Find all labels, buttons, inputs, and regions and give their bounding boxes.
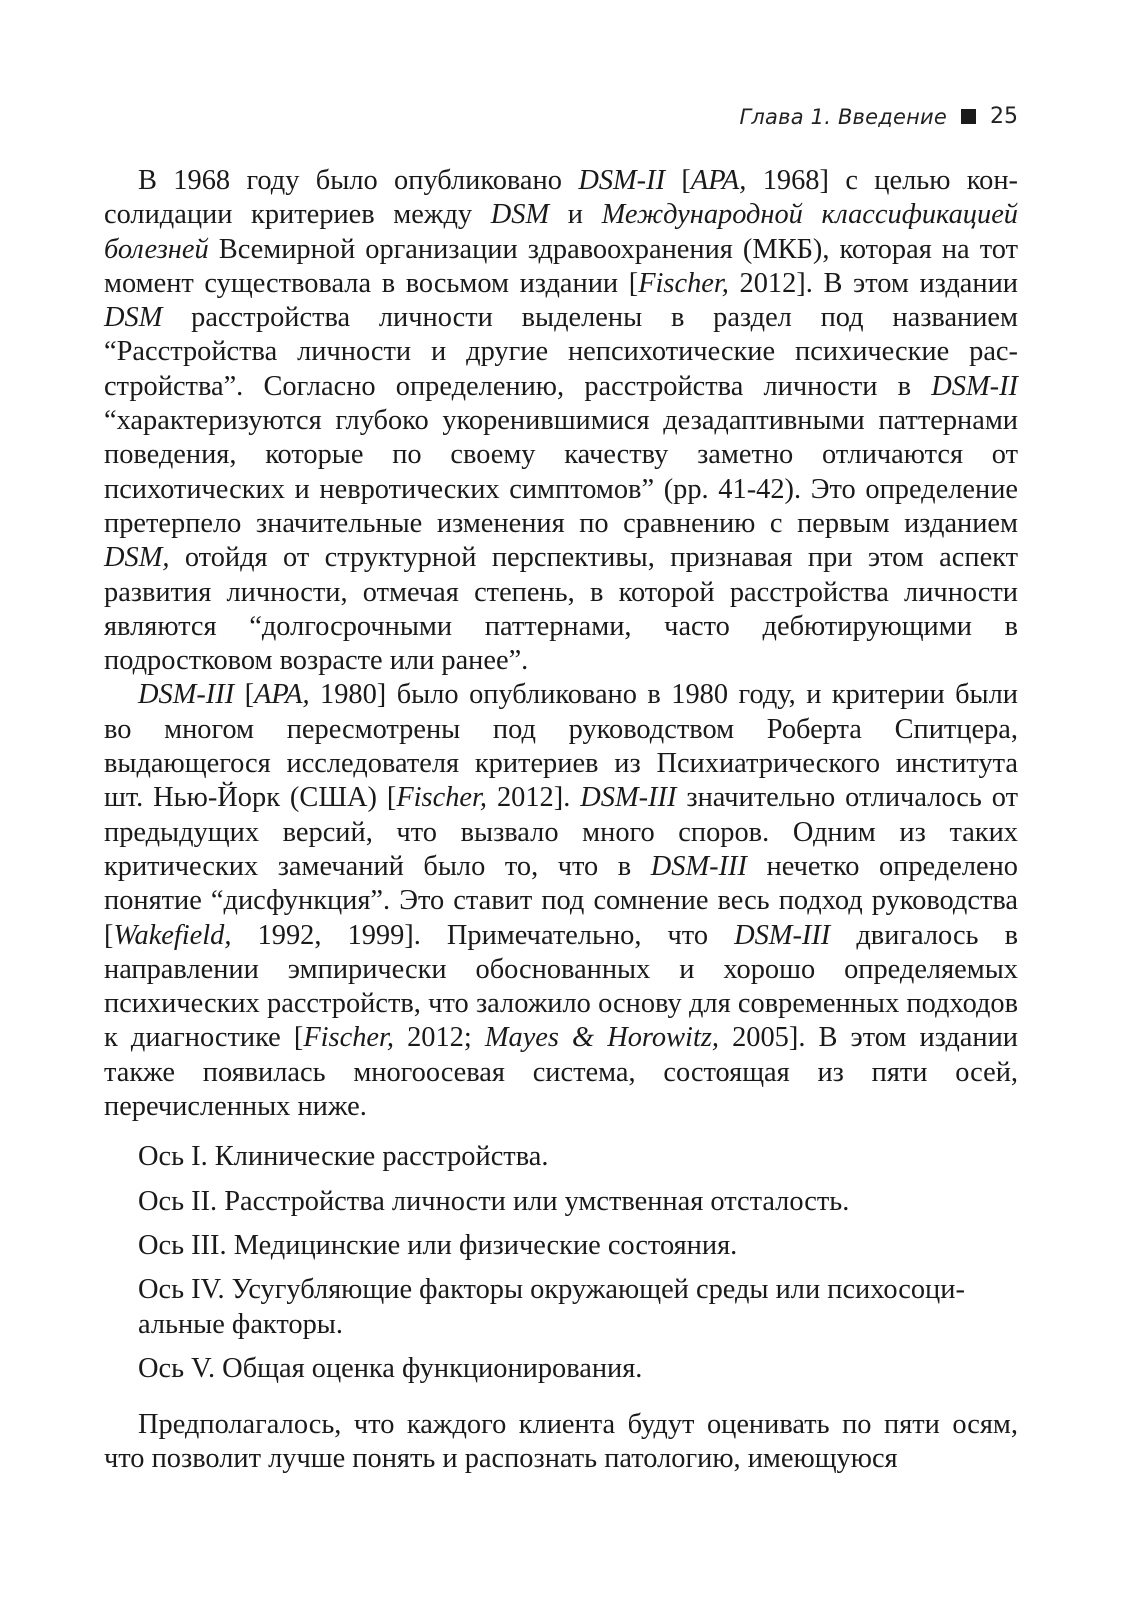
italic-run: DSM <box>490 199 550 231</box>
italic-run: Wakefield, <box>113 919 232 951</box>
paragraph-assessment: Предполагалось, что каждого клиента будут оценивать по пяти осям, что позволит лучше понять и распознать патологию, имеющуюся <box>104 1409 1018 1475</box>
italic-run: Fischer, <box>303 1022 394 1054</box>
italic-run: APA, <box>690 165 747 196</box>
text-run: [ <box>234 679 255 711</box>
body-text <box>104 164 1018 1477</box>
axis-item: Ось III. Медицинские или физические состояния. <box>138 1229 738 1261</box>
italic-run: Mayes & Horowitz, <box>484 1022 719 1054</box>
italic-run: Fischer, <box>638 267 729 299</box>
text-run: 1992, 1999]. Примечательно, что <box>231 919 735 951</box>
italic-run: DSM-III <box>138 679 235 711</box>
text-run: 2012]. В этом издании <box>728 267 1018 299</box>
italic-run: DSM-III <box>580 782 677 814</box>
italic-run: DSM <box>104 302 163 334</box>
text-run: отойдя от структурной перспективы, признавая при этом аспект развития личности, отмечая степень, в которой расстройства личности являются “долгосрочными паттернами, часто дебютирующими в подростковом возрасте или ранее”. <box>104 542 1018 677</box>
text-run: Всемирной организации здравоохранения (МКБ), которая на тот момент существовала в восьмом издании [ <box>104 233 1018 299</box>
axis-item: Ось V. Общая оценка функционирования. <box>138 1352 643 1384</box>
paragraph-dsm-iii <box>104 678 1018 1124</box>
square-bullet-icon <box>961 109 976 124</box>
text-run: 1980] было опубликовано в 1980 году, и критерии были во многом пересмотрены под руководством Роберта Спитцера, выдающегося исследователя критериев из Психиатрического института шт. Нью-Йорк (США) [ <box>104 679 1018 814</box>
text-run: значительно отличалось от предыдущих версий, что вызвало много споров. Одним из таких критических замечаний было то, что в <box>104 782 1018 882</box>
text-run: 2012; <box>394 1022 485 1054</box>
italic-run: APA, <box>254 679 310 711</box>
paragraph-dsm-ii <box>104 164 1018 678</box>
book-page <box>104 0 1018 1600</box>
text-run: В 1968 году было опубликовано <box>138 165 579 196</box>
text-run: расстройства личности выделены в раздел под названием “Расстройства личности и другие непсихотические психические расстройства”. Согласно определению, расстройства личности в <box>104 302 1018 402</box>
italic-run: DSM-III <box>650 850 747 882</box>
axis-item: Ось IV. Усугубляющие факторы окружающей среды или психосоциальные факторы. <box>138 1274 965 1340</box>
text-run: двигалось в направлении эмпирически обоснованных и хорошо определяемых психических расстройств, что заложило основу для современных подходов к диагностике [ <box>104 919 1018 1054</box>
italic-run: Fischer, <box>396 782 488 814</box>
text-run: [ <box>665 165 691 196</box>
italic-run: DSM-III <box>734 919 831 951</box>
italic-run: DSM-II <box>931 370 1018 402</box>
text-run: нечетко определено понятие “дисфункция”. Это ставит под сомнение весь подход руководства [ <box>104 850 1018 951</box>
text-run: 2012]. <box>487 782 581 814</box>
running-head <box>740 104 1018 129</box>
axis-item: Ось I. Клинические расстройства. <box>138 1141 549 1173</box>
text-run: и <box>549 199 602 231</box>
axis-list <box>104 1140 1018 1386</box>
axis-item: Ось II. Расстройства личности или умственная отсталость. <box>138 1185 850 1217</box>
text-run: “характеризуются глубоко укоренившимися дезадаптивными паттернами поведения, которые по своему качеству заметно отличаются от психотических и невротических симптомов” (pp. 41-42). Это определение претерпело значительные изменения по сравнению с первым изданием <box>104 405 1018 539</box>
italic-run: Международной классификацией болезней <box>104 199 1018 265</box>
italic-run: DSM, <box>104 542 170 574</box>
text-run: 1968] с целью консолидации критериев между <box>104 165 1019 231</box>
chapter-title: Глава 1. Введение <box>739 104 947 129</box>
text-run: 2005]. В этом издании также появилась многоосевая система, состоящая из пяти осей, перечисленных ниже. <box>104 1022 1018 1123</box>
italic-run: DSM-II <box>578 165 666 196</box>
page-number: 25 <box>990 104 1018 129</box>
